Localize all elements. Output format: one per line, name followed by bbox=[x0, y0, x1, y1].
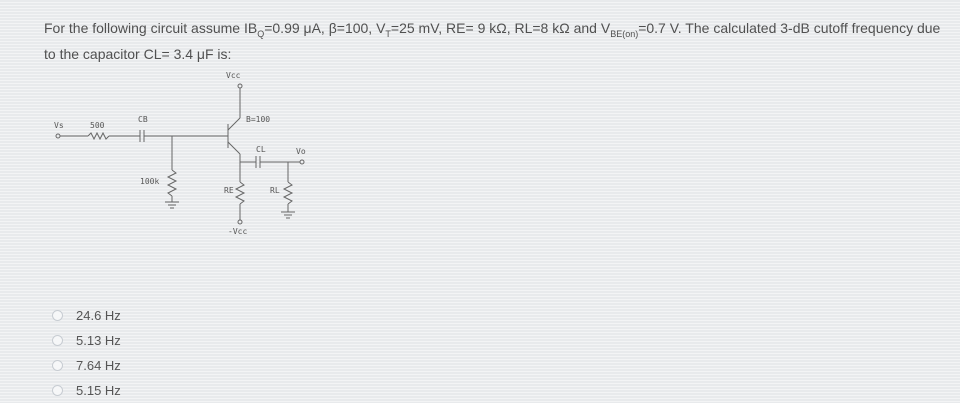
question-part-1: For the following circuit assume IB bbox=[44, 20, 258, 36]
radio-button[interactable] bbox=[52, 310, 63, 321]
option-2[interactable] bbox=[52, 328, 121, 353]
resistor-100k bbox=[168, 170, 176, 196]
option-1[interactable] bbox=[52, 303, 121, 328]
radio-button[interactable] bbox=[52, 385, 63, 396]
r100k-label: 100k bbox=[140, 177, 160, 186]
question-part-3: =25 mV, RE= 9 kΩ, RL=8 kΩ and V bbox=[390, 20, 611, 36]
subscript-t: T bbox=[385, 28, 391, 39]
r500-label: 500 bbox=[90, 121, 105, 130]
question-text bbox=[44, 18, 944, 64]
option-label: 7.64 Hz bbox=[76, 358, 121, 373]
subscript-be: BE(on) bbox=[610, 28, 639, 39]
option-3[interactable] bbox=[52, 353, 121, 378]
vs-terminal bbox=[56, 134, 60, 138]
option-label: 24.6 Hz bbox=[76, 308, 121, 323]
vcc-terminal bbox=[238, 84, 242, 88]
cb-label: CB bbox=[138, 115, 148, 124]
resistor-500 bbox=[88, 133, 109, 139]
answer-options bbox=[52, 303, 121, 403]
vo-terminal bbox=[300, 160, 304, 164]
circuit-diagram bbox=[30, 62, 370, 252]
rl-label: RL bbox=[270, 186, 280, 195]
radio-button[interactable] bbox=[52, 335, 63, 346]
re-label: RE bbox=[224, 186, 234, 195]
neg-vcc-label: -Vcc bbox=[228, 227, 248, 236]
cl-label: CL bbox=[256, 145, 266, 154]
neg-vcc-terminal bbox=[238, 220, 242, 224]
option-4[interactable] bbox=[52, 378, 121, 403]
vs-label: Vs bbox=[54, 121, 64, 130]
vcc-label: Vcc bbox=[226, 71, 241, 80]
option-label: 5.15 Hz bbox=[76, 383, 121, 398]
subscript-q: Q bbox=[257, 28, 265, 39]
vo-label: Vo bbox=[296, 147, 306, 156]
beta-label: B=100 bbox=[246, 115, 271, 124]
option-label: 5.13 Hz bbox=[76, 333, 121, 348]
radio-button[interactable] bbox=[52, 360, 63, 371]
resistor-rl bbox=[284, 182, 292, 204]
resistor-re bbox=[236, 182, 244, 204]
question-part-2: =0.99 μA, β=100, V bbox=[264, 20, 386, 36]
question-part-4: =0.7 V. The calculated 3-dB cutoff frequency due to the capacitor CL= 3.4 μF is: bbox=[44, 20, 941, 62]
